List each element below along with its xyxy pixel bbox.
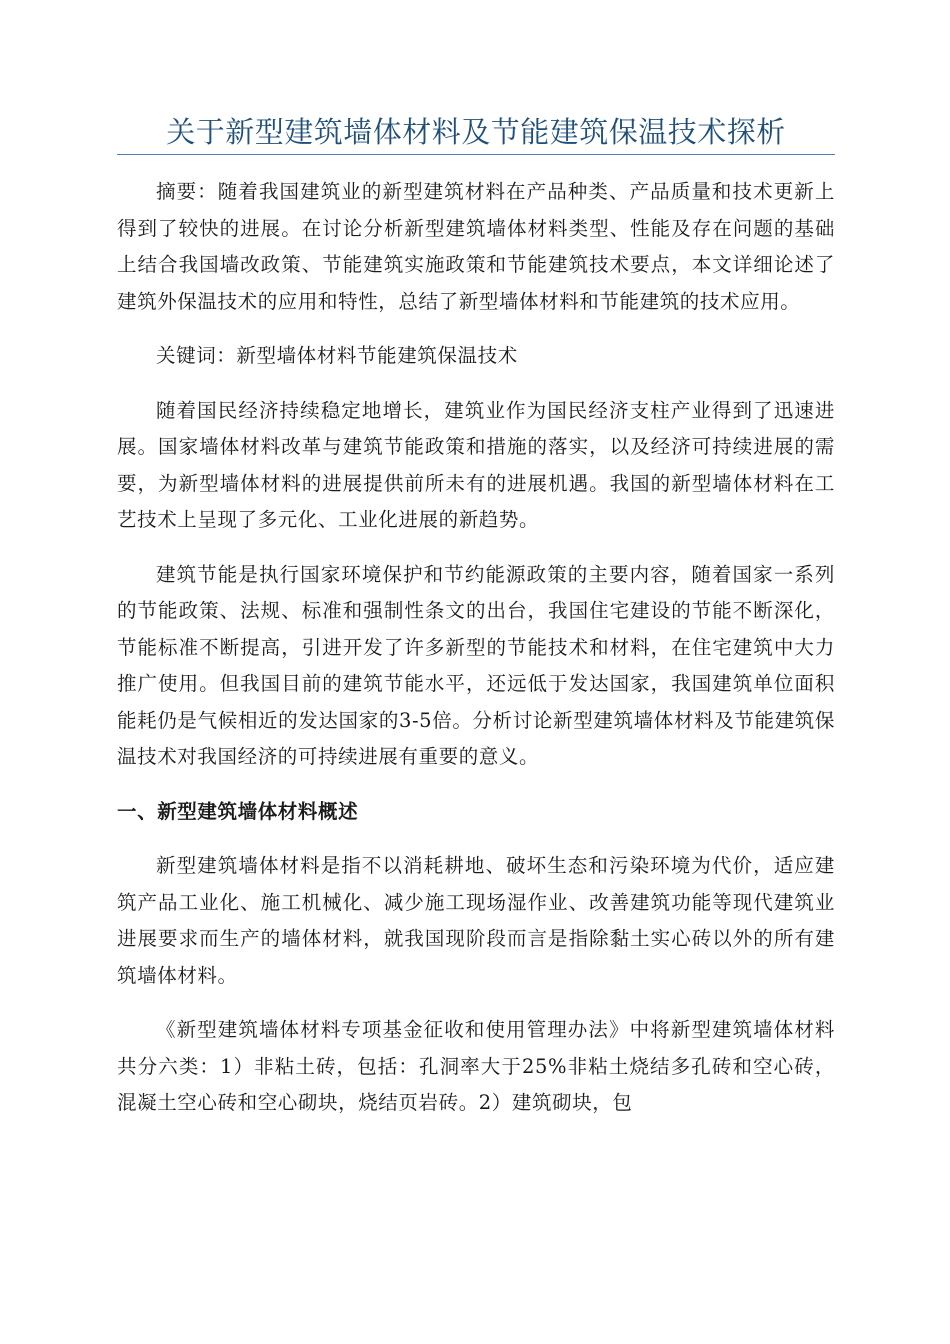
abstract-paragraph: 摘要：随着我国建筑业的新型建筑材料在产品种类、产品质量和技术更新上得到了较快的进展。在讨论分析新型建筑墙体材料类型、性能及存在问题的基础上结合我国墙改政策、节能建筑实施政策和节能建筑技术要点，本文详细论述了建筑外保温技术的应用和特性，总结了新型墙体材料和节能建筑的技术应用。 — [117, 180, 835, 313]
keywords-paragraph: 关键词：新型墙体材料节能建筑保温技术 — [156, 344, 518, 367]
document-body — [117, 174, 835, 1140]
body-paragraph-3: 新型建筑墙体材料是指不以消耗耕地、破坏生态和污染环境为代价，适应建筑产品工业化、施工机械化、减少施工现场湿作业、改善建筑功能等现代建筑业进展要求而生产的墙体材料，就我国现阶段而言是指除黏土实心砖以外的所有建筑墙体材料。 — [117, 854, 835, 987]
body-paragraph-4: 《新型建筑墙体材料专项基金征收和使用管理办法》中将新型建筑墙体材料共分六类：1）非粘土砖，包括：孔洞率大于25%非粘土烧结多孔砖和空心砖，混凝土空心砖和空心砌块，烧结页岩砖。2）建筑砌块，包 — [117, 1018, 835, 1114]
document-title: 关于新型建筑墙体材料及节能建筑保温技术探析 — [166, 115, 786, 149]
body-paragraph-1: 随着国民经济持续稳定地增长，建筑业作为国民经济支柱产业得到了迅速进展。国家墙体材料改革与建筑节能政策和措施的落实，以及经济可持续进展的需要，为新型墙体材料的进展提供前所未有的进展机遇。我国的新型墙体材料在工艺技术上呈现了多元化、工业化进展的新趋势。 — [117, 398, 835, 531]
body-paragraph-2: 建筑节能是执行国家环境保护和节约能源政策的主要内容，随着国家一系列的节能政策、法规、标准和强制性条文的出台，我国住宅建设的节能不断深化，节能标准不断提高，引进开发了许多新型的节能技术和材料，在住宅建筑中大力推广使用。但我国目前的建筑节能水平，还远低于发达国家，我国建筑单位面积能耗仍是气候相近的发达国家的3-5倍。分析讨论新型建筑墙体材料及节能建筑保温技术对我国经济的可持续进展有重要的意义。 — [117, 562, 835, 768]
title-underline — [117, 154, 835, 155]
section-heading-1: 一、新型建筑墙体材料概述 — [117, 799, 359, 823]
